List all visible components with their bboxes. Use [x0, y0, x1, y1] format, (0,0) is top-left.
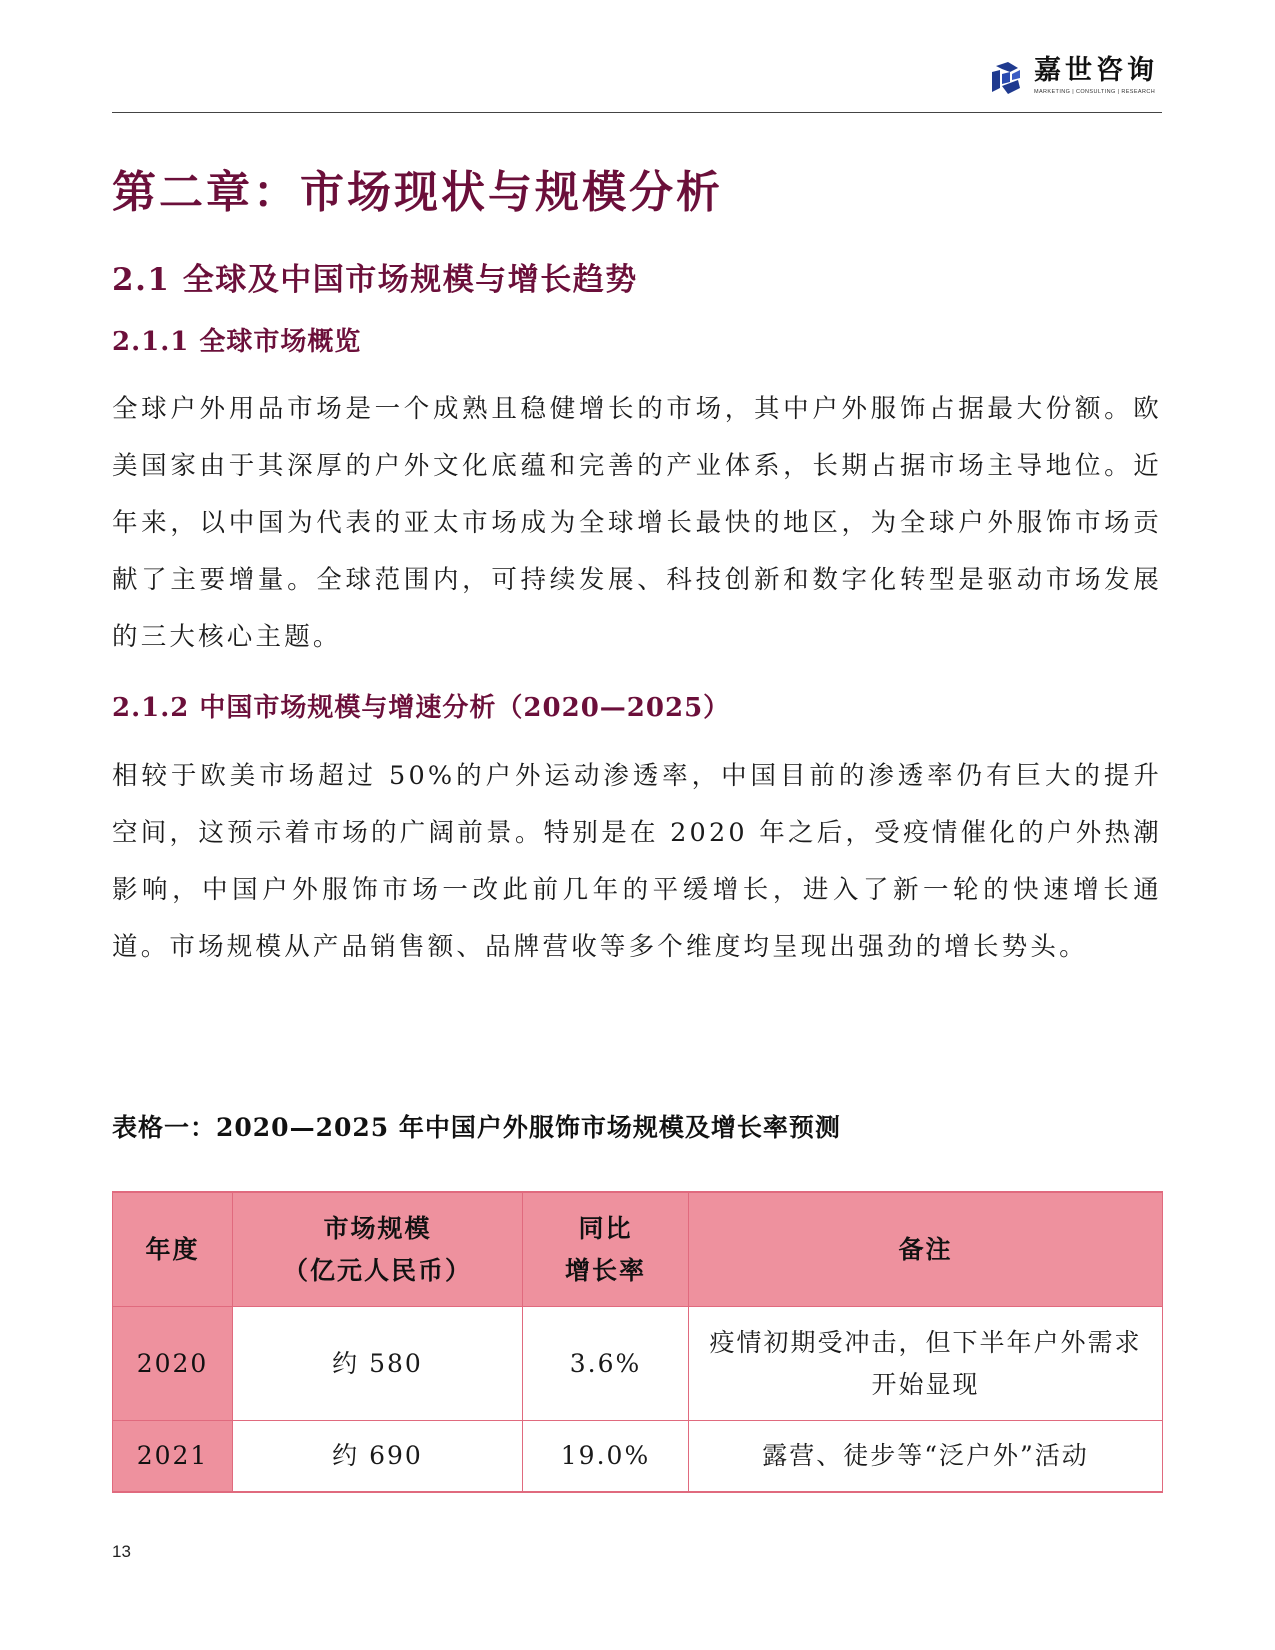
- cell-year: 2020: [113, 1307, 233, 1421]
- logo-tagline: MARKETING | CONSULTING | RESEARCH: [1034, 89, 1156, 95]
- paragraph-china-market: 相较于欧美市场超过 50%的户外运动渗透率，中国目前的渗透率仍有巨大的提升空间，这预示着市场的广阔前景。特别是在 2020 年之后，受疫情催化的户外热潮影响，中国户外服饰市场一改此前几年的平缓增长，进入了新一轮的快速增长通道。市场规模从产品销售额、品牌营收等多个维度均呈现出强劲的增长势头。: [112, 761, 1162, 962]
- section-title: 2.1 全球及中国市场规模与增长趋势: [112, 262, 638, 298]
- header-year: 年度: [113, 1192, 233, 1307]
- cell-growth-rate: 19.0%: [523, 1421, 689, 1493]
- cell-growth-rate: 3.6%: [523, 1307, 689, 1421]
- company-logo: [988, 56, 1158, 96]
- cell-year: 2021: [113, 1421, 233, 1493]
- market-size-table: [112, 1191, 1163, 1493]
- table-row: [113, 1307, 1163, 1421]
- table-header-row: [113, 1192, 1163, 1307]
- paragraph-global-overview: 全球户外用品市场是一个成熟且稳健增长的市场，其中户外服饰占据最大份额。欧美国家由于其深厚的户外文化底蕴和完善的产业体系，长期占据市场主导地位。近年来，以中国为代表的亚太市场成为全球增长最快的地区，为全球户外服饰市场贡献了主要增量。全球范围内，可持续发展、科技创新和数字化转型是驱动市场发展的三大核心主题。: [112, 394, 1162, 652]
- header-note: 备注: [689, 1192, 1163, 1307]
- subsection-title-global: 2.1.1 全球市场概览: [112, 327, 362, 357]
- page-number: 13: [112, 1542, 131, 1561]
- table-row: [113, 1421, 1163, 1493]
- cell-market-size: 约 580: [233, 1307, 523, 1421]
- cell-note: 疫情初期受冲击，但下半年户外需求开始显现: [689, 1307, 1163, 1421]
- subsection-title-china: 2.1.2 中国市场规模与增速分析（2020—2025）: [112, 693, 731, 723]
- header-growth-rate: 同比 增长率: [523, 1192, 689, 1307]
- logo-name: 嘉世咨询: [1034, 55, 1158, 86]
- page-header: [112, 0, 1162, 113]
- chapter-title: 第二章：市场现状与规模分析: [112, 167, 723, 218]
- table-caption: 表格一：2020—2025 年中国户外服饰市场规模及增长率预测: [112, 1113, 841, 1142]
- logo-mark-icon: [988, 60, 1024, 96]
- cell-market-size: 约 690: [233, 1421, 523, 1493]
- header-market-size: 市场规模 （亿元人民币）: [233, 1192, 523, 1307]
- cell-note: 露营、徒步等“泛户外”活动: [689, 1421, 1163, 1493]
